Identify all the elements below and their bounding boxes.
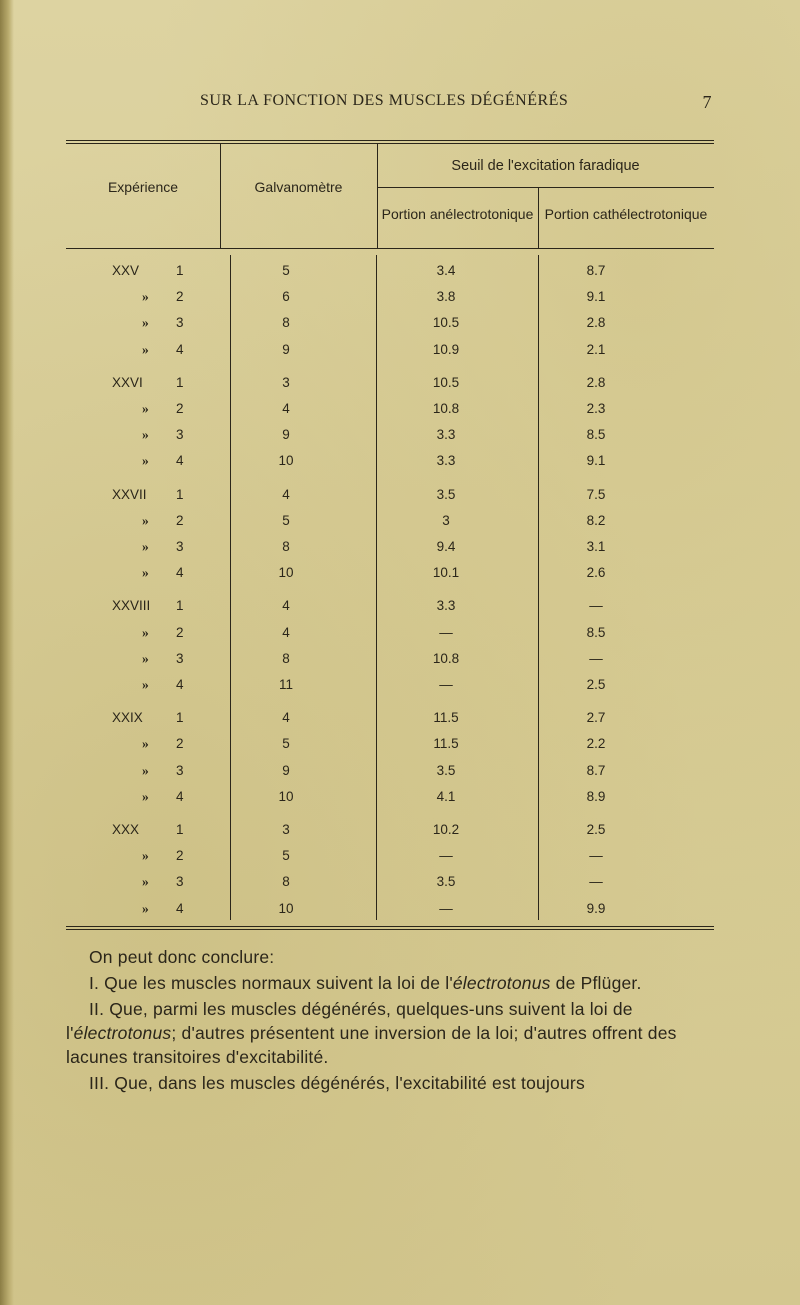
table-row — [66, 822, 714, 848]
cell-galvanometer: 10 — [278, 453, 294, 468]
ditto-mark: » — [142, 289, 149, 304]
cell-anelectrotonic: 10.9 — [432, 342, 460, 357]
cell-anelectrotonic: 3.5 — [436, 874, 456, 889]
experience-roman: XXIX — [112, 710, 143, 725]
experience-number: 1 — [176, 822, 184, 837]
cell-galvanometer: 5 — [282, 513, 290, 528]
conclusion-text — [66, 945, 714, 1095]
experience-number: 3 — [176, 763, 184, 778]
ditto-mark: » — [142, 874, 149, 889]
cell-anelectrotonic: 10.2 — [432, 822, 460, 837]
ditto-mark: » — [142, 315, 149, 330]
experience-number: 3 — [176, 427, 184, 442]
cell-cathelectrotonic: 2.1 — [586, 342, 606, 357]
experience-number: 2 — [176, 736, 184, 751]
cell-galvanometer: 10 — [278, 789, 294, 804]
cell-anelectrotonic: 3.3 — [436, 427, 456, 442]
col-header-anelectrotonic: Portion anélectrotonique — [381, 206, 534, 222]
ditto-mark: » — [142, 651, 149, 666]
cell-galvanometer: 10 — [278, 901, 294, 916]
experience-roman: XXX — [112, 822, 140, 837]
experience-number: 4 — [176, 453, 184, 468]
cell-galvanometer: 10 — [278, 565, 294, 580]
cell-anelectrotonic: 10.5 — [432, 375, 460, 390]
cell-galvanometer: 6 — [282, 289, 290, 304]
ditto-mark: » — [142, 401, 149, 416]
cell-anelectrotonic: 3.4 — [436, 263, 456, 278]
cell-cathelectrotonic: — — [589, 651, 603, 666]
table-row — [66, 677, 714, 703]
cell-cathelectrotonic: 2.6 — [586, 565, 606, 580]
col-header-galvanometer: Galvanomètre — [254, 179, 343, 195]
experience-number: 3 — [176, 874, 184, 889]
table-row — [66, 427, 714, 453]
experience-roman: XXV — [112, 263, 140, 278]
table-row — [66, 651, 714, 677]
cell-galvanometer: 5 — [282, 848, 290, 863]
ditto-mark: » — [142, 539, 149, 554]
cell-cathelectrotonic: — — [589, 848, 603, 863]
cell-galvanometer: 8 — [282, 874, 290, 889]
experience-roman: XXVIII — [112, 598, 151, 613]
experience-number: 1 — [176, 487, 184, 502]
conclusion-1-em: électrotonus — [452, 973, 551, 993]
cell-cathelectrotonic: 3.1 — [586, 539, 606, 554]
ditto-mark: » — [142, 789, 149, 804]
cell-anelectrotonic: 4.1 — [436, 789, 456, 804]
table-top-rule — [66, 140, 714, 141]
cell-galvanometer: 8 — [282, 315, 290, 330]
page-number: 7 — [702, 92, 712, 112]
experience-number: 1 — [176, 263, 184, 278]
experience-number: 4 — [176, 677, 184, 692]
cell-anelectrotonic: 11.5 — [433, 710, 459, 725]
cell-cathelectrotonic: 2.3 — [586, 401, 606, 416]
cell-cathelectrotonic: 2.8 — [586, 315, 606, 330]
ditto-mark: » — [142, 677, 149, 692]
cell-anelectrotonic: 3 — [442, 513, 450, 528]
experience-number: 2 — [176, 289, 184, 304]
experience-number: 2 — [176, 625, 184, 640]
ditto-mark: » — [142, 848, 149, 863]
cell-galvanometer: 3 — [282, 822, 290, 837]
table-row — [66, 710, 714, 736]
table-row — [66, 401, 714, 427]
table-top-rule-2 — [66, 143, 714, 144]
table-row — [66, 513, 714, 539]
ditto-mark: » — [142, 736, 149, 751]
cell-anelectrotonic: 10.5 — [432, 315, 460, 330]
cell-anelectrotonic: — — [439, 901, 453, 916]
experience-number: 4 — [176, 901, 184, 916]
table-row — [66, 789, 714, 815]
cell-cathelectrotonic: 2.2 — [586, 736, 606, 751]
experience-number: 3 — [176, 539, 184, 554]
table-row — [66, 848, 714, 874]
cell-cathelectrotonic: 2.5 — [586, 822, 606, 837]
table-row — [66, 763, 714, 789]
ditto-mark: » — [142, 625, 149, 640]
conclusion-2-a: II. Que, parmi les muscles dégénérés, quelques-uns suivent la loi de l' — [66, 999, 633, 1043]
table-row — [66, 625, 714, 651]
cell-galvanometer: 4 — [282, 487, 290, 502]
experience-number: 1 — [176, 375, 184, 390]
cell-anelectrotonic: — — [439, 677, 453, 692]
experience-roman: XXVI — [112, 375, 143, 390]
cell-anelectrotonic: 11.5 — [433, 736, 459, 751]
cell-anelectrotonic: 3.3 — [436, 453, 456, 468]
cell-anelectrotonic: 3.3 — [436, 598, 456, 613]
cell-anelectrotonic: 10.8 — [432, 651, 460, 666]
table-row — [66, 901, 714, 927]
cell-anelectrotonic: 3.8 — [436, 289, 456, 304]
ditto-mark: » — [142, 565, 149, 580]
cell-anelectrotonic: 10.1 — [432, 565, 460, 580]
experience-number: 1 — [176, 598, 184, 613]
experience-number: 4 — [176, 789, 184, 804]
table-row — [66, 598, 714, 624]
cell-galvanometer: 4 — [282, 598, 290, 613]
experience-number: 3 — [176, 651, 184, 666]
cell-galvanometer: 9 — [282, 427, 290, 442]
cell-anelectrotonic: 9.4 — [436, 539, 456, 554]
cell-cathelectrotonic: 2.8 — [586, 375, 606, 390]
conclusion-1-b: de Pflüger. — [550, 973, 642, 993]
conclusion-1-a: I. Que les muscles normaux suivent la loi de l' — [89, 973, 453, 993]
cell-cathelectrotonic: 9.1 — [586, 289, 606, 304]
book-gutter — [0, 0, 14, 1305]
conclusion-3: III. Que, dans les muscles dégénérés, l'excitabilité est toujours — [89, 1073, 585, 1093]
cell-cathelectrotonic: 8.2 — [586, 513, 606, 528]
ditto-mark: » — [142, 901, 149, 916]
table-row — [66, 375, 714, 401]
cell-galvanometer: 5 — [282, 736, 290, 751]
ditto-mark: » — [142, 427, 149, 442]
cell-cathelectrotonic: 9.1 — [586, 453, 606, 468]
ditto-mark: » — [142, 453, 149, 468]
table-row — [66, 539, 714, 565]
cell-cathelectrotonic: 2.7 — [586, 710, 606, 725]
cell-anelectrotonic: 3.5 — [436, 763, 456, 778]
conclusion-2 — [66, 997, 714, 1069]
conclusion-2-b: ; d'autres présentent une inversion de la loi; d'autres offrent des lacunes transitoires d'excitabilité. — [66, 1023, 677, 1067]
ditto-mark: » — [142, 513, 149, 528]
table-row — [66, 736, 714, 762]
col-header-threshold: Seuil de l'excitation faradique — [451, 158, 640, 174]
cell-anelectrotonic: — — [439, 625, 453, 640]
table-row — [66, 263, 714, 289]
cell-cathelectrotonic: 2.5 — [586, 677, 606, 692]
conclusion-2-em: électrotonus — [73, 1023, 172, 1043]
cell-galvanometer: 8 — [282, 651, 290, 666]
cell-cathelectrotonic: — — [589, 598, 603, 613]
cell-cathelectrotonic: 8.7 — [586, 263, 606, 278]
header-bottom-rule — [66, 248, 714, 249]
table-bottom-rule-2 — [66, 929, 714, 930]
cell-cathelectrotonic: 8.9 — [586, 789, 606, 804]
cell-galvanometer: 11 — [278, 677, 293, 692]
cell-cathelectrotonic: — — [589, 874, 603, 889]
table-row — [66, 565, 714, 591]
ditto-mark: » — [142, 763, 149, 778]
experience-number: 3 — [176, 315, 184, 330]
cell-cathelectrotonic: 9.9 — [586, 901, 606, 916]
cell-galvanometer: 9 — [282, 763, 290, 778]
table-row — [66, 453, 714, 479]
cell-anelectrotonic: 3.5 — [436, 487, 456, 502]
experience-number: 2 — [176, 513, 184, 528]
cell-cathelectrotonic: 8.5 — [586, 625, 606, 640]
subheader-rule — [377, 187, 714, 188]
cell-cathelectrotonic: 7.5 — [586, 487, 606, 502]
experience-number: 4 — [176, 342, 184, 357]
col-header-experience: Expérience — [107, 179, 179, 195]
cell-galvanometer: 3 — [282, 375, 290, 390]
cell-galvanometer: 9 — [282, 342, 290, 357]
table-row — [66, 315, 714, 341]
experience-number: 2 — [176, 848, 184, 863]
cell-anelectrotonic: 10.8 — [432, 401, 460, 416]
experience-number: 1 — [176, 710, 184, 725]
cell-cathelectrotonic: 8.5 — [586, 427, 606, 442]
experience-roman: XXVII — [112, 487, 147, 502]
cell-anelectrotonic: — — [439, 848, 453, 863]
experience-number: 2 — [176, 401, 184, 416]
cell-cathelectrotonic: 8.7 — [586, 763, 606, 778]
table-row — [66, 289, 714, 315]
cell-galvanometer: 5 — [282, 263, 290, 278]
table-row — [66, 874, 714, 900]
ditto-mark: » — [142, 342, 149, 357]
table-row — [66, 487, 714, 513]
table-row — [66, 342, 714, 368]
running-title: SUR LA FONCTION DES MUSCLES DÉGÉNÉRÉS — [200, 92, 569, 109]
conclusion-1 — [66, 971, 714, 995]
col-divider-1 — [220, 143, 221, 249]
cell-galvanometer: 4 — [282, 625, 290, 640]
experience-number: 4 — [176, 565, 184, 580]
intro-line: On peut donc conclure: — [89, 947, 275, 967]
cell-galvanometer: 8 — [282, 539, 290, 554]
cell-galvanometer: 4 — [282, 710, 290, 725]
col-header-cathelectrotonic: Portion cathélectrotonique — [544, 206, 708, 222]
cell-galvanometer: 4 — [282, 401, 290, 416]
